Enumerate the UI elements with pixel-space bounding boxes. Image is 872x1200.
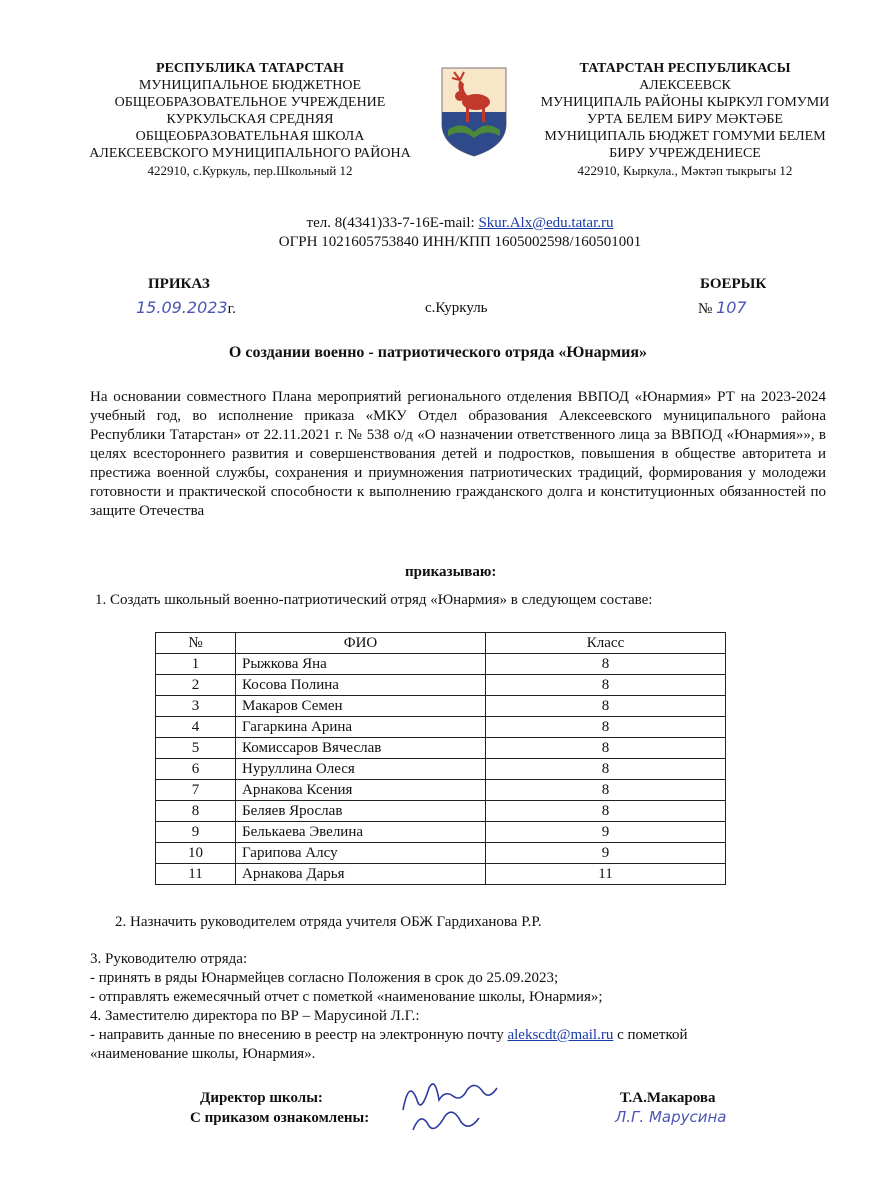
col-header-number: № xyxy=(156,633,236,654)
cell-name: Гарипова Алсу xyxy=(236,843,486,864)
order-date xyxy=(136,298,236,318)
header-right-address: 422910, Кыркула., Мәктәп тыкрыгы 12 xyxy=(577,163,793,178)
handwritten-initials: Л.Г. Марусина xyxy=(615,1108,727,1126)
header-right-line: ТАТАРСТАН РЕСПУБЛИКАСЫ xyxy=(579,61,791,76)
cell-class: 8 xyxy=(486,738,726,759)
item-4a-text: - направить данные по внесению в реестр на электронную почту xyxy=(90,1027,508,1043)
cell-name: Арнакова Дарья xyxy=(236,864,486,885)
cell-name: Арнакова Ксения xyxy=(236,780,486,801)
header-left-line: РЕСПУБЛИКА ТАТАРСТАН xyxy=(156,61,344,76)
item-4b: «наименование школы, Юнармия». xyxy=(90,1046,316,1062)
header-right-line: БИРУ УЧРЕЖДЕНИЕСЕ xyxy=(609,146,761,161)
item-4a xyxy=(90,1026,830,1045)
preamble-paragraph: На основании совместного Плана мероприятий регионального отделения ВВПОД «Юнармия» РТ на 2023-2024 учебный год, во исполнение приказа «МКУ Отдел образования Алексеевского муниципального района Республики Татарстан» от 22.11.2021 г. № 538 о/д «О назначении ответственного лица за ВВПОД «Юнармия»», в целях всестороннего развития и совершенствования детей и подростков, повышения в обществе авторитета и престижа военной службы, сохранения и приумножения патриотических традиций, формирования у молодежи готовности и практической способности к выполнению гражданского долга и конституционных обязанностей по защите Отечества xyxy=(90,389,826,519)
phone-text: тел. 8(4341)33-7-16E-mail: xyxy=(306,215,479,231)
school-email-link[interactable]: Skur.Alx@edu.tatar.ru xyxy=(478,215,614,231)
cell-number: 4 xyxy=(156,717,236,738)
order-number xyxy=(698,298,747,318)
col-header-name: ФИО xyxy=(236,633,486,654)
header-left xyxy=(80,60,420,179)
order-place: с.Куркуль xyxy=(425,300,488,316)
table-row xyxy=(156,717,726,738)
director-label: Директор школы: xyxy=(200,1090,323,1106)
header-left-line: МУНИЦИПАЛЬНОЕ БЮДЖЕТНОЕ xyxy=(138,78,362,93)
roster-table-wrap xyxy=(155,632,726,885)
ogrn-text: ОГРН 1021605753840 ИНН/КПП 1605002598/160501001 xyxy=(278,234,642,250)
table-row xyxy=(156,864,726,885)
cell-class: 8 xyxy=(486,717,726,738)
handwritten-number: 107 xyxy=(716,298,747,317)
table-row xyxy=(156,759,726,780)
table-row xyxy=(156,801,726,822)
director-signature xyxy=(395,1070,505,1140)
table-row xyxy=(156,780,726,801)
item-2: 2. Назначить руководителем отряда учителя ОБЖ Гардиханова Р.Р. xyxy=(115,914,542,930)
cell-class: 11 xyxy=(486,864,726,885)
cell-name: Белькаева Эвелина xyxy=(236,822,486,843)
header-right-line: МУНИЦИПАЛЬ БЮДЖЕТ ГОМУМИ БЕЛЕМ xyxy=(544,129,826,144)
handwritten-date: 15.09.2023 xyxy=(136,298,228,317)
cell-class: 9 xyxy=(486,843,726,864)
cell-class: 8 xyxy=(486,654,726,675)
cell-name: Макаров Семен xyxy=(236,696,486,717)
roster-table xyxy=(155,632,726,885)
order-title-right: БОЕРЫК xyxy=(700,276,767,292)
header-right-line: УРТА БЕЛЕМ БИРУ МӘКТӘБЕ xyxy=(587,112,783,127)
item-3a: - принять в ряды Юнармейцев согласно Положения в срок до 25.09.2023; xyxy=(90,970,559,986)
header-right-line: АЛЕКСЕЕВСК xyxy=(639,78,731,93)
cell-number: 7 xyxy=(156,780,236,801)
cell-name: Комиссаров Вячеслав xyxy=(236,738,486,759)
cell-class: 8 xyxy=(486,759,726,780)
header-left-line: ОБЩЕОБРАЗОВАТЕЛЬНАЯ ШКОЛА xyxy=(135,129,365,144)
header-left-line: АЛЕКСЕЕВСКОГО МУНИЦИПАЛЬНОГО РАЙОНА xyxy=(89,146,411,161)
table-row xyxy=(156,843,726,864)
order-subject: О создании военно - патриотического отряда «Юнармия» xyxy=(228,344,648,361)
cell-number: 9 xyxy=(156,822,236,843)
cell-number: 5 xyxy=(156,738,236,759)
date-suffix: г. xyxy=(227,301,236,317)
header-left-line: КУРКУЛЬСКАЯ СРЕДНЯЯ xyxy=(166,112,334,127)
item-3: 3. Руководителю отряда: xyxy=(90,951,248,967)
deer-emblem-icon xyxy=(438,66,510,158)
table-row xyxy=(156,675,726,696)
cell-name: Беляев Ярослав xyxy=(236,801,486,822)
number-label: № xyxy=(698,301,713,317)
header-right-line: МУНИЦИПАЛЬ РАЙОНЫ КЫРКУЛ ГОМУМИ xyxy=(540,95,830,110)
items-3-4 xyxy=(90,950,830,1064)
cell-class: 9 xyxy=(486,822,726,843)
cell-number: 1 xyxy=(156,654,236,675)
cell-number: 11 xyxy=(156,864,236,885)
cell-number: 6 xyxy=(156,759,236,780)
cell-class: 8 xyxy=(486,696,726,717)
acquainted-label: С приказом ознакомлены: xyxy=(190,1110,370,1126)
header-left-address: 422910, с.Куркуль, пер.Школьный 12 xyxy=(147,163,353,178)
cell-name: Рыжкова Яна xyxy=(236,654,486,675)
decree-word: приказываю: xyxy=(405,564,497,580)
order-title-left: ПРИКАЗ xyxy=(148,276,210,292)
cell-number: 10 xyxy=(156,843,236,864)
table-row xyxy=(156,822,726,843)
col-header-class: Класс xyxy=(486,633,726,654)
table-row xyxy=(156,654,726,675)
director-name: Т.А.Макарова xyxy=(620,1090,716,1106)
cell-number: 3 xyxy=(156,696,236,717)
item-4: 4. Заместителю директора по ВР – Марусиной Л.Г.: xyxy=(90,1008,420,1024)
cell-number: 8 xyxy=(156,801,236,822)
table-header-row xyxy=(156,633,726,654)
contacts-block xyxy=(160,214,760,252)
item-4a-suffix: с пометкой xyxy=(613,1027,688,1043)
cell-class: 8 xyxy=(486,780,726,801)
cell-number: 2 xyxy=(156,675,236,696)
cell-class: 8 xyxy=(486,675,726,696)
cell-class: 8 xyxy=(486,801,726,822)
header-right xyxy=(520,60,850,179)
cell-name: Косова Полина xyxy=(236,675,486,696)
item-1: 1. Создать школьный военно-патриотический отряд «Юнармия» в следующем составе: xyxy=(95,592,653,608)
item-3b: - отправлять ежемесячный отчет с пометкой «наименование школы, Юнармия»; xyxy=(90,989,603,1005)
cell-name: Гагаркина Арина xyxy=(236,717,486,738)
coat-of-arms-emblem xyxy=(438,66,510,158)
deputy-email-link[interactable]: alekscdt@mail.ru xyxy=(507,1027,614,1043)
table-row xyxy=(156,738,726,759)
table-row xyxy=(156,696,726,717)
cell-name: Нуруллина Олеся xyxy=(236,759,486,780)
header-left-line: ОБЩЕОБРАЗОВАТЕЛЬНОЕ УЧРЕЖДЕНИЕ xyxy=(114,95,386,110)
